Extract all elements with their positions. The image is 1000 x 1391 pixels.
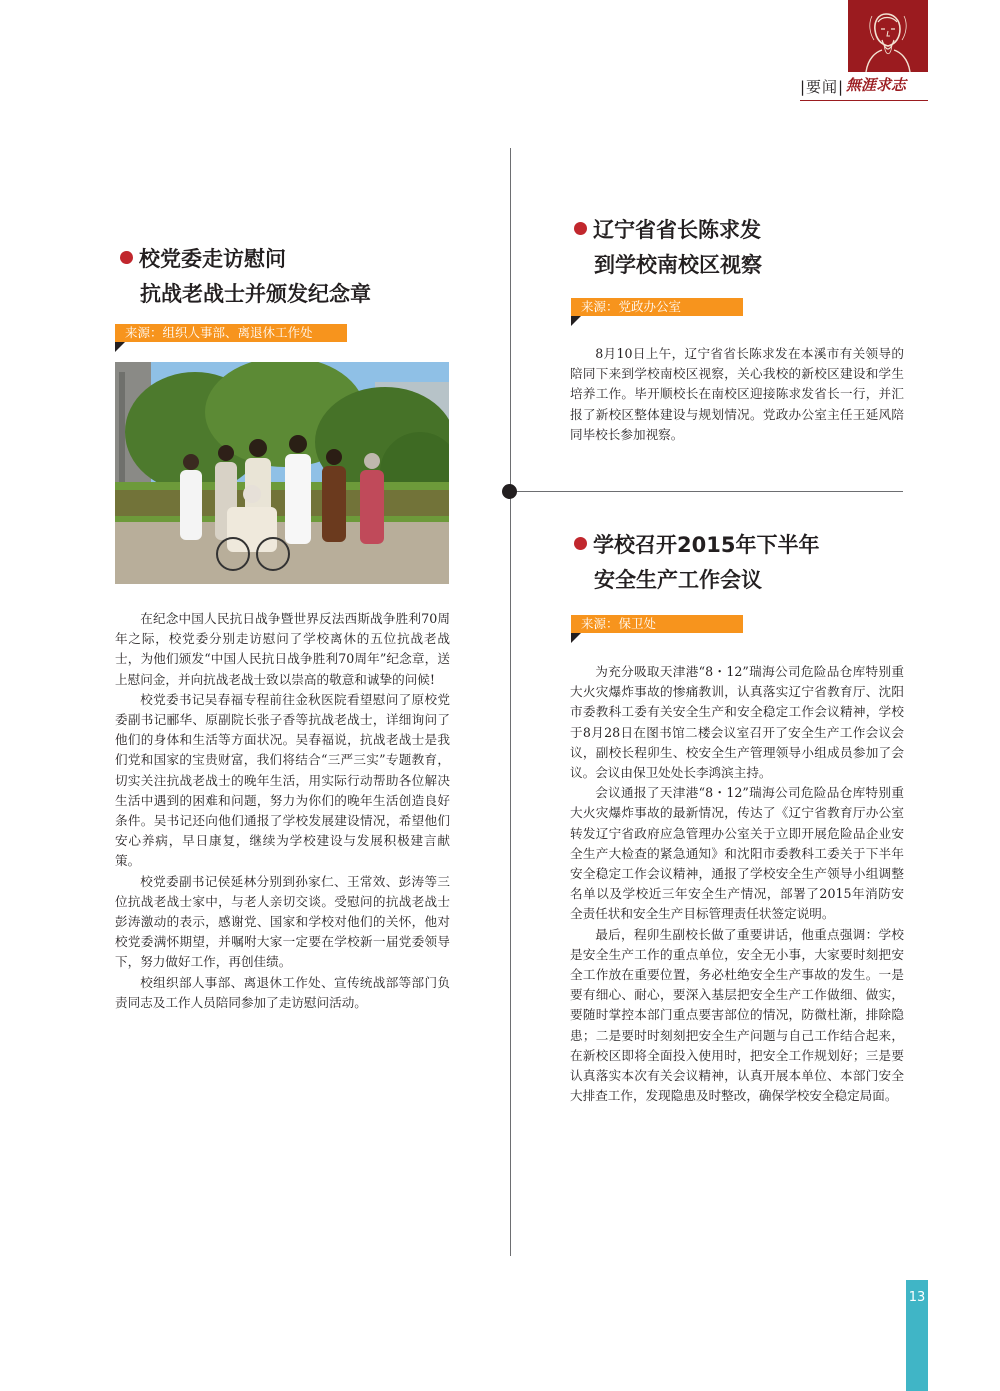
masthead-brand: 無涯求志	[846, 76, 907, 94]
title-bullet-icon	[120, 251, 133, 264]
paragraph: 在纪念中国人民抗日战争暨世界反法西斯战争胜利70周年之际，校党委分别走访慰问了学校离休的五位抗战老战士，为他们颁发“中国人民抗日战争胜利70周年”纪念章，送上慰问金，并向抗战老战士致以崇高的敬意和诚挚的问候!	[115, 611, 450, 687]
article-body	[570, 662, 904, 1106]
column-divider	[510, 148, 511, 1256]
paragraph: 为充分吸取天津港“8・12”瑞海公司危险品仓库特别重大火灾爆炸事故的惨痛教训，认真落实辽宁省教育厅、沈阳市委教科工委有关安全生产和安全稳定工作会议精神，学校于8月28日在图书馆二楼会议室召开了安全生产工作会议会议，副校长程卯生、校安全生产管理领导小组成员参加了会议。会议由保卫处处长李鸿滨主持。	[570, 664, 904, 781]
paragraph: 校党委副书记侯延林分别到孙家仁、王常效、彭涛等三位抗战老战士家中，与老人亲切交谈。受慰问的抗战老战士彭涛激动的表示，感谢党、国家和学校对他们的关怀，他对校党委满怀期望，并嘱咐大家一定要在学校新一届党委领导下，努力做好工作，再创佳绩。	[115, 873, 450, 970]
article-photo	[115, 362, 449, 584]
source-tag: 来源：党政办公室	[571, 298, 743, 316]
title-line-2: 安全生产工作会议	[594, 568, 762, 592]
article-title	[574, 213, 762, 283]
tag-notch-icon	[571, 633, 581, 643]
title-line-1: 辽宁省省长陈求发	[593, 218, 761, 242]
paragraph: 会议通报了天津港“8・12”瑞海公司危险品仓库特别重大火灾爆炸事故的最新情况，传达了《辽宁省教育厅办公室转发辽宁省政府应急管理办公室关于立即开展危险品企业安全生产大检查的紧急通知》和沈阳市委教科工委关于下半年安全稳定工作会议精神，通报了学校安全生产领导小组调整名单以及学校近三年安全生产情况，部署了2015年消防安全责任状和安全生产目标管理责任状签定说明。	[570, 785, 904, 922]
title-line-1: 校党委走访慰问	[139, 247, 286, 271]
title-line-2: 抗战老战士并颁发纪念章	[140, 282, 371, 306]
header-rule	[800, 100, 928, 101]
article-title	[574, 528, 819, 598]
tag-notch-icon	[115, 342, 125, 352]
article-body	[570, 344, 904, 445]
source-tag: 来源：组织人事部、离退休工作处	[115, 324, 347, 342]
section-label: |要闻|	[800, 78, 845, 96]
divider-dot	[502, 484, 517, 499]
title-bullet-icon	[574, 537, 587, 550]
article-divider	[510, 491, 903, 492]
article-body	[115, 609, 450, 1013]
source-tag: 来源：保卫处	[571, 615, 743, 633]
paragraph: 8月10日上午，辽宁省省长陈求发在本溪市有关领导的陪同下来到学校南校区视察，关心我校的新校区建设和学生培养工作。毕开顺校长在南校区迎接陈求发省长一行，并汇报了新校区整体建设与规划情况。党政办公室主任王延风陪同毕校长参加视察。	[570, 346, 904, 442]
paragraph: 校组织部人事部、离退休工作处、宣传统战部等部门负责同志及工作人员陪同参加了走访慰问活动。	[115, 974, 450, 1010]
page-number: 13	[908, 1290, 926, 1305]
paragraph: 校党委书记吴春福专程前往金秋医院看望慰问了原校党委副书记郦华、原副院长张子香等抗战老战士，详细询问了他们的身体和生活等方面状况。吴春福说，抗战老战士是我们党和国家的宝贵财富，我们将结合“三严三实”专题教育，切实关注抗战老战士的晚年生活，用实际行动帮助各位解决生活中遇到的困难和问题，努力为你们的晚年生活创造良好条件。吴书记还向他们通报了学校发展建设情况，希望他们安心养病，早日康复，继续为学校建设与发展积极建言献策。	[115, 691, 450, 869]
title-line-1: 学校召开2015年下半年	[593, 533, 820, 557]
title-bullet-icon	[574, 222, 587, 235]
masthead-logo-portrait	[848, 0, 928, 72]
paragraph: 最后，程卯生副校长做了重要讲话，他重点强调：学校是安全生产工作的重点单位，安全无小事，大家要时刻把安全工作放在重要位置，务必杜绝安全生产事故的发生。一是要有细心、耐心，要深入基层把安全生产工作做细、做实，要随时掌控本部门重点要害部位的情况，防微杜渐，排除隐患；二是要时时刻刻把安全生产问题与自己工作结合起来，在新校区即将全面投入使用时，把安全工作规划好；三是要认真落实本次有关会议精神，认真开展本单位、本部门安全大排查工作，发现隐患及时整改，确保学校安全稳定局面。	[570, 926, 904, 1104]
title-line-2: 到学校南校区视察	[594, 253, 762, 277]
article-title	[120, 242, 371, 312]
tag-notch-icon	[571, 316, 581, 326]
